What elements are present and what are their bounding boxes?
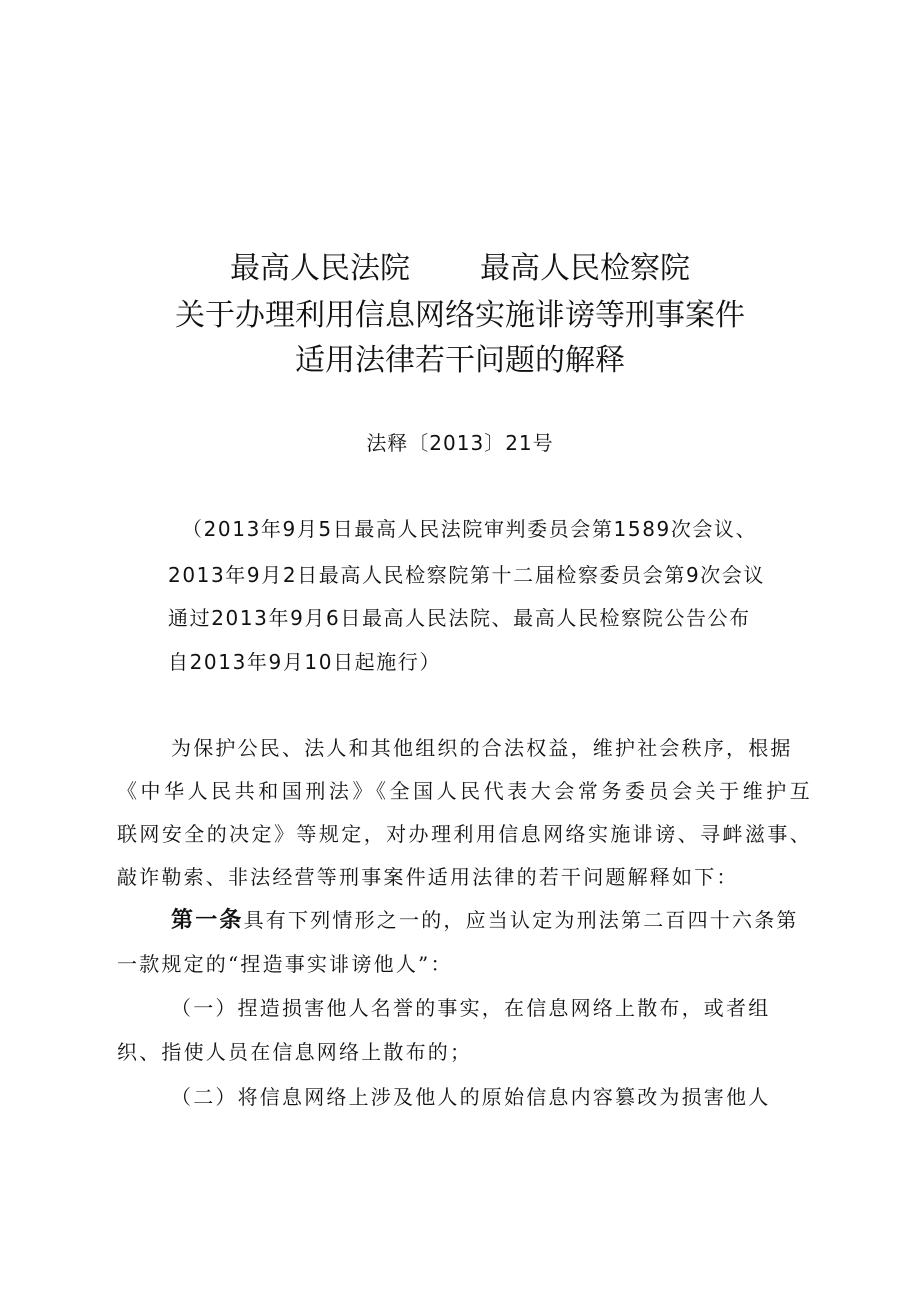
article-1-line-2: 一款规定的“捏造事实诽谤他人”： [117, 952, 453, 976]
document-number: 法释〔2013〕21号 [366, 431, 554, 455]
article-1-line-1 [171, 905, 812, 936]
article-1-item-1-line-2: 织、指使人员在信息网络上散布的； [117, 1040, 473, 1064]
adoption-note-line-1: （2013年9月5日最高人民法院审判委员会第1589次会议、 [182, 517, 758, 541]
title-line-1 [0, 250, 920, 288]
article-1-item-2-line-1: （二）将信息网络上涉及他人的原始信息内容篡改为损害他人 [171, 1085, 771, 1109]
adoption-note-line-2: 2013年9月2日最高人民检察院第十二届检察委员会第9次会议 [168, 563, 766, 587]
preamble-line-1: 为保护公民、法人和其他组织的合法权益，维护社会秩序，根据 [171, 736, 793, 760]
adoption-note-line-4: 自2013年9月10日起施行） [168, 650, 442, 674]
article-1-label: 第一条 [171, 908, 244, 933]
title-line-3: 适用法律若干问题的解释 [295, 343, 625, 378]
title-line-2: 关于办理利用信息网络实施诽谤等刑事案件 [175, 298, 745, 333]
title-court: 最高人民法院 [230, 251, 410, 286]
article-1-text: 具有下列情形之一的，应当认定为刑法第二百四十六条第 [243, 908, 799, 932]
title-procuratorate: 最高人民检察院 [480, 251, 690, 286]
article-1-item-1-line-1: （一）捏造损害他人名誉的事实，在信息网络上散布，或者组 [171, 996, 771, 1020]
preamble-line-2: 《中华人民共和国刑法》《全国人民代表大会常务委员会关于维护互 [117, 779, 812, 803]
preamble-line-4: 敲诈勒索、非法经营等刑事案件适用法律的若干问题解释如下： [117, 865, 739, 889]
adoption-note-line-3: 通过2013年9月6日最高人民法院、最高人民检察院公告公布 [168, 606, 751, 630]
preamble-line-3: 联网安全的决定》等规定，对办理利用信息网络实施诽谤、寻衅滋事、 [117, 822, 812, 846]
